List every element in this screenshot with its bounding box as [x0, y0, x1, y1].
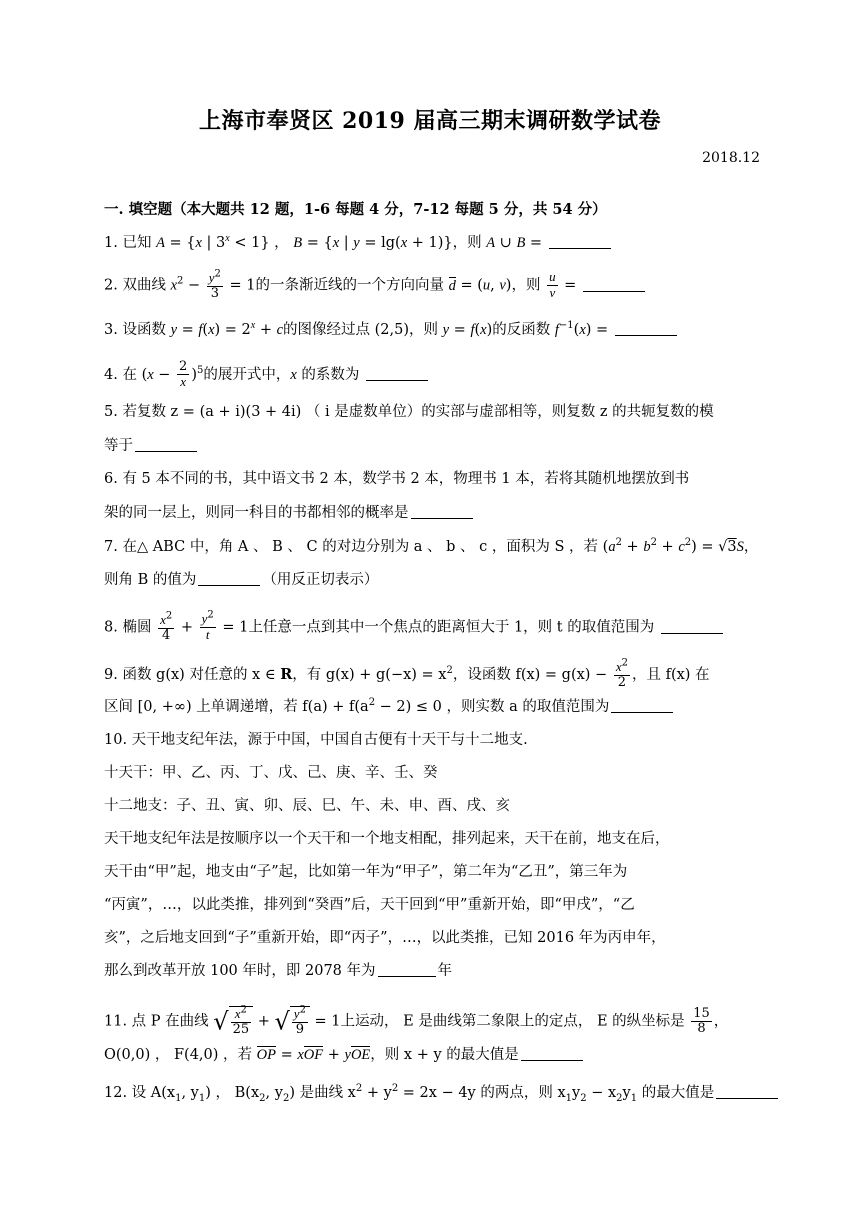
question-10-last: 那么到改革开放 100 年时，即 2078 年为 年: [104, 963, 453, 979]
question-6-cont: 架的同一层上，则同一科目的书都相邻的概率是: [104, 503, 475, 523]
answer-blank-7[interactable]: [198, 571, 260, 586]
question-8: 8. 椭圆 $\frac{x^2}{4}$ + $\frac{y^2}{t}$ = 1上任意一点到其中一个焦点的距离恒大于 1，则 t 的取值范围为: [104, 612, 725, 643]
answer-blank-11[interactable]: [521, 1046, 583, 1061]
answer-blank-12[interactable]: [716, 1084, 778, 1099]
question-10-line: 天干由“甲”起，地支由“子”起，比如第一年为“甲子”，第二年为“乙丑”，第三年为: [104, 864, 628, 880]
exam-date: 2018.12: [702, 150, 760, 166]
answer-blank-6[interactable]: [411, 504, 473, 519]
answer-blank-10[interactable]: [378, 962, 436, 977]
question-11-cont: O(0,0) ， F(4,0) ，若 OP = xOF + yOE，则 x + y 的最大值是: [104, 1045, 585, 1065]
question-10-line: 十天干：甲、乙、丙、丁、戊、己、庚、辛、壬、癸: [104, 765, 438, 781]
question-7: 7. 在△ ABC 中，角 A 、 B 、 C 的对边分别为 a 、 b 、 c ，面积为 S ，若 $(a^2 + b^2 + c^2) = √3S$，: [104, 537, 759, 555]
question-10-line: 亥”，之后地支回到“子”重新开始，即“丙子”，…，以此类推，已知 2016 年为丙申年，: [104, 930, 666, 946]
section-heading: 一. 填空题（本大题共 12 题，1-6 每题 4 分，7-12 每题 5 分，共 54 分）: [104, 201, 607, 218]
question-12: 12. 设 $A(x_1$, $y_1$) ， $B(x_2$, $y_2$) 是曲线 $x^2 + y^2 = 2x - 4y$ 的两点，则 $x_1y_2 - x_2y_1$ 的最大值是: [104, 1083, 780, 1103]
question-10-line: “丙寅”，…，以此类推，排列到“癸酉”后，天干回到“甲”重新开始，即“甲戌”，“乙: [104, 897, 635, 913]
question-4: 4. 在 (x − $\frac{2}{x}$ )$^5$的展开式中，x 的系数为: [104, 360, 430, 390]
question-5-cont: 等于: [104, 436, 199, 456]
question-5: 5. 若复数 z = (a + i)(3 + 4i) （ i 是虚数单位）的实部与虚部相等，则复数 z 的共轭复数的模: [104, 404, 714, 420]
answer-blank-4[interactable]: [366, 366, 428, 381]
answer-blank-5[interactable]: [135, 437, 197, 452]
answer-blank-1[interactable]: [549, 234, 611, 249]
question-7-cont: 则角 B 的值为 （用反正切表示）: [104, 572, 379, 588]
question-1: 1. 已知 A = {x | $3^x < 1$} ， B = {x | y = lg(x + 1)}，则 A ∪ B =: [104, 233, 613, 253]
exam-title: 上海市奉贤区 2019 届高三期末调研数学试卷: [198, 108, 662, 134]
question-10: 10. 天干地支纪年法，源于中国，中国自古便有十天干与十二地支.: [104, 732, 528, 748]
answer-blank-2[interactable]: [583, 277, 645, 292]
question-6: 6. 有 5 本不同的书，其中语文书 2 本，数学书 2 本，物理书 1 本，若将其随机地摆放到书: [104, 471, 690, 487]
answer-blank-8[interactable]: [661, 619, 723, 634]
answer-blank-3[interactable]: [615, 321, 677, 336]
question-11: 11. 点 P 在曲线 √ $\frac{x^2}{25}$ + √ $\frac{y^2}{9}$ = 1上运动， E 是曲线第二象限上的定点， E 的纵坐标是 $\frac{15}{8}$ ，: [104, 1004, 729, 1037]
question-2: 2. 双曲线 $x^2$ − $\frac{y^2}{3}$ = 1的一条渐近线的一个方向向量 d = (u, v)，则 $\frac{u}{v}$ =: [104, 270, 647, 301]
question-9: 9. 函数 g(x) 对任意的 x ∈ R，有 $g(x) + g(-x) = x^2$，设函数 f(x) = g(x) − $\frac{x^2}{2}$ ，且 f(x) 在: [104, 657, 710, 690]
answer-blank-9[interactable]: [611, 698, 673, 713]
question-3: 3. 设函数 $y = f(x) = 2^x + c$的图像经过点 (2,5)，则 y = f(x)的反函数 $f^{-1}(x)$ =: [104, 320, 679, 340]
question-10-line: 十二地支：子、丑、寅、卯、辰、巳、午、未、申、酉、戌、亥: [104, 798, 510, 814]
question-9-cont: 区间 [0, +∞) 上单调递增，若 $f(a) + f(a^2 - 2) \le 0$ ，则实数 a 的取值范围为: [104, 697, 675, 717]
question-10-line: 天干地支纪年法是按顺序以一个天干和一个地支相配，排列起来，天干在前，地支在后，: [104, 831, 670, 847]
